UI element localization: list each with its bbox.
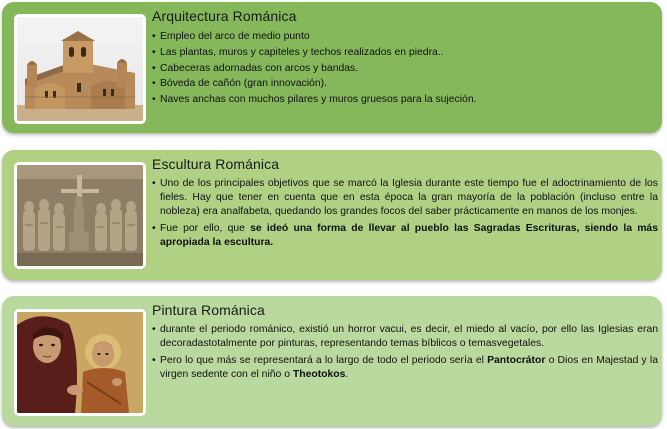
architecture-panel (2, 2, 662, 133)
bullet-emphasis: Pantocrátor (487, 355, 546, 366)
church-photo (14, 14, 146, 124)
list-item: • Cabeceras adornadas con arcos y bandas. (152, 61, 658, 77)
list-item (152, 222, 658, 250)
painting-bullets (152, 323, 658, 385)
painting-title: Pintura Románica (152, 302, 265, 318)
bullet-text: Fue por ello, que (160, 223, 251, 234)
painting-image (17, 312, 143, 413)
bullet-emphasis: Theotokos (292, 369, 346, 380)
list-item: • Uno de los principales objetivos que se marcó la Iglesia durante este tiempo fue el adoctrinamiento de los fieles. Hay que tener en cuenta que en esta época la gran mayoría de la población (incluso entre la nobleza) era analfabeta, quedando los grandes focos del saber prácticamente en manos de los monjes. (152, 177, 658, 219)
architecture-bullets (152, 29, 658, 108)
list-item: • Las plantas, muros y capiteles y techos realizados en piedra.. (152, 45, 658, 61)
sculpture-bullets (152, 177, 658, 253)
bullet-emphasis: se ideó una forma de llevar al pueblo las Sagradas Escrituras, siendo la más apropiada la escultura. (160, 223, 658, 248)
bullet-text: o Dios en Majestad y la virgen sedente con el niño o (160, 355, 658, 380)
list-item (152, 354, 658, 382)
bullet-text: Pero lo que más se representará a lo largo de todo el periodo sería el (160, 355, 488, 366)
list-item: • Bóveda de cañón (gran innovación). (152, 76, 658, 92)
bullet-text: . (345, 369, 349, 380)
list-item: • durante el periodo románico, existió un horror vacui, es decir, el miedo al vacío, por ello las Iglesias eran decoradastotalmente por pinturas, representando temas bíblicos o temasvegetales. (152, 323, 658, 351)
church-image (17, 17, 143, 121)
list-item: • Empleo del arco de medio punto (152, 29, 658, 45)
relief-image (17, 165, 143, 266)
sculpture-title: Escultura Románica (152, 156, 280, 172)
sculpture-panel (2, 150, 662, 280)
painting-photo (14, 309, 146, 416)
painting-panel (2, 296, 662, 426)
list-item: • Naves anchas con muchos pilares y muros gruesos para la sujeción. (152, 92, 658, 108)
architecture-title: Arquitectura Románica (152, 8, 297, 24)
relief-photo (14, 162, 146, 269)
